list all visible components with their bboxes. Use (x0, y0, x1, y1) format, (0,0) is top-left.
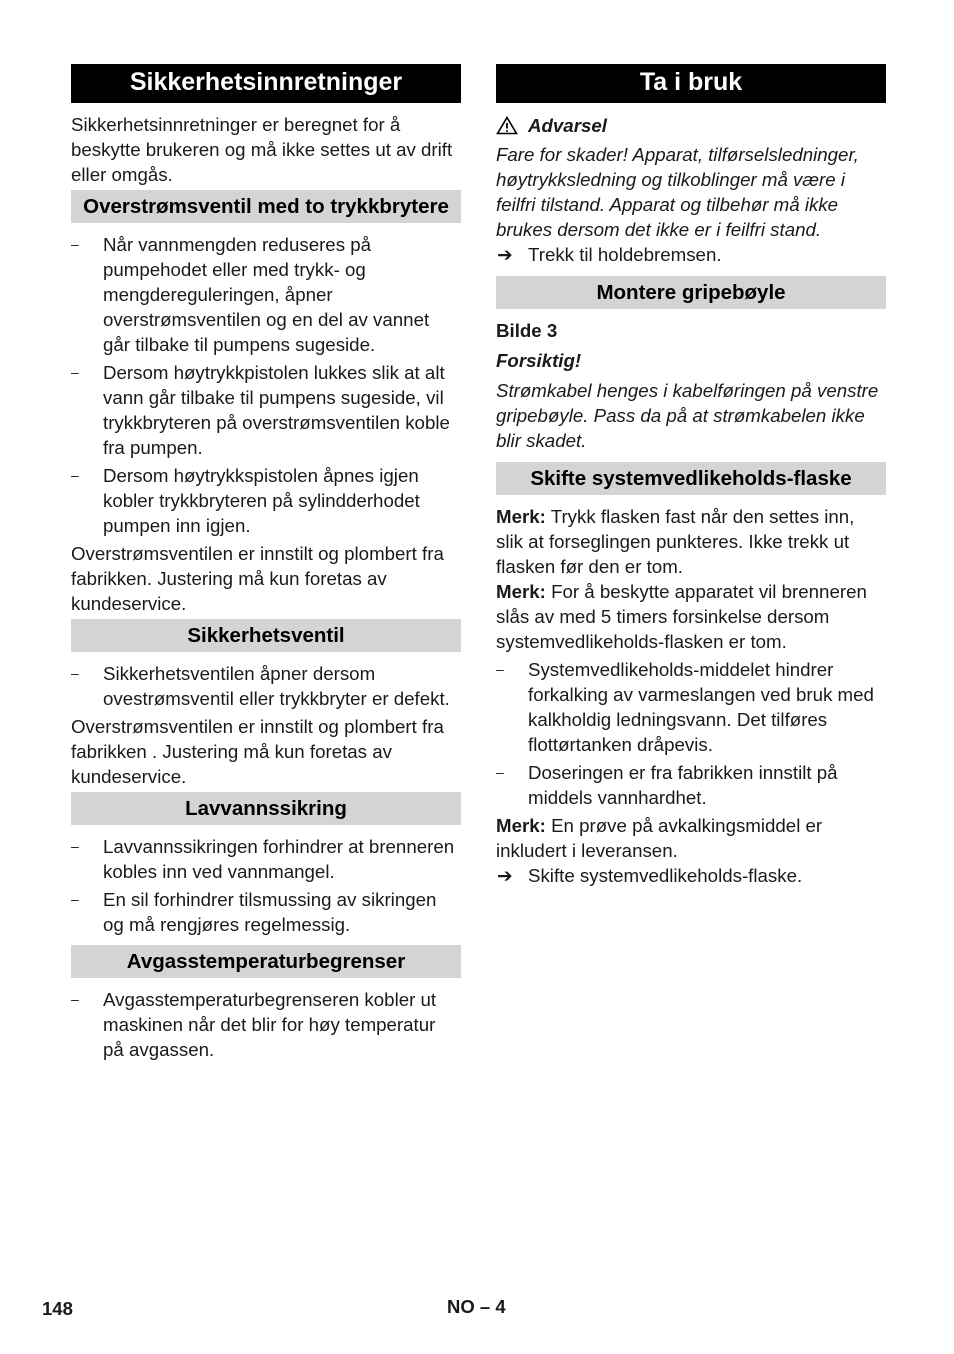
bottle-list (496, 657, 886, 810)
overflow-valve-text: Overstrømsventilen er innstilt og plombert fra fabrikken. Justering må kun foretas av kundeservice. (71, 543, 444, 614)
warning-triangle-icon (496, 116, 518, 135)
safety-valve-text: Overstrømsventilen er innstilt og plombert fra fabrikken . Justering må kun foretas av kundeservice. (71, 716, 444, 787)
list-item: – Avgasstemperaturbegrenseren kobler ut maskinen når det blir for høy temperatur på avgassen. (71, 989, 437, 1060)
list-item: – Dersom høytrykkspistolen åpnes igjen kobler trykkbryteren på sylindderhodet pumpen inn igjen. (71, 465, 420, 536)
caution-text: Strømkabel henges i kabelføringen på venstre gripebøyle. Pass da på at strømkabelen ikke blir skadet. (496, 380, 879, 451)
list-item: – Når vannmengden reduseres på pumpehodet eller med trykk- og mengdereguleringen, åpner overstrømsventilen og en del av vannet går tilbake til pumpens sugeside. (71, 234, 430, 355)
page-number: 148 (42, 1298, 73, 1319)
step-change-bottle: ➔ Skifte systemvedlikeholds-flaske. (497, 865, 803, 886)
arrow-right-icon: ➔ (497, 244, 513, 265)
heading-overflow-valve: Overstrømsventil med to trykkbrytere (71, 190, 461, 223)
arrow-right-icon: ➔ (497, 865, 513, 886)
step-parking-brake: ➔ Trekk til holdebremsen. (497, 244, 722, 265)
heading-mount-handle: Montere gripebøyle (496, 276, 886, 309)
note-2: Merk: For å beskytte apparatet vil brenneren slås av med 5 timers forsinkelse dersom systemvedlikeholds-flasken er tom. (496, 581, 867, 652)
heading-change-bottle: Skifte systemvedlikeholds-flaske (496, 462, 886, 495)
list-item: – Sikkerhetsventilen åpner dersom ovestrømsventil eller trykkbryter er defekt. (71, 663, 450, 709)
safety-intro: Sikkerhetsinnretninger er beregnet for å beskytte brukeren og må ikke settes ut av drift eller omgås. (71, 114, 453, 185)
section-title-startup: Ta i bruk (496, 64, 886, 103)
list-item: – Lavvannssikringen forhindrer at brenneren kobles inn ved vannmangel. (71, 836, 455, 882)
heading-safety-valve: Sikkerhetsventil (71, 619, 461, 652)
list-item: – Dersom høytrykkpistolen lukkes slik at alt vann går tilbake til pumpens sugeside, vil trykkbryteren på overstrømsventilen koble fra pumpen. (71, 362, 450, 458)
figure-reference: Bilde 3 (496, 320, 558, 341)
heading-low-water: Lavvannssikring (71, 792, 461, 825)
exhaust-limiter-list (71, 987, 461, 1062)
language-page-label: NO – 4 (447, 1296, 506, 1317)
note-3: Merk: En prøve på avkalkingsmiddel er inkludert i leveransen. (496, 815, 823, 861)
list-item: – Systemvedlikeholds-middelet hindrer forkalking av varmeslangen ved bruk med kalkholdig ledningsvann. Det tilføres flottørtanken dråpevis. (496, 659, 874, 755)
note-1: Merk: Trykk flasken fast når den settes inn, slik at forseglingen punkteres. Ikke trekk ut flasken før den er tom. (496, 506, 855, 577)
warning-label: Advarsel (496, 113, 886, 138)
left-column (71, 64, 461, 1065)
warning-text: Fare for skader! Apparat, tilførselsledninger, høytrykksledning og tilkoblinger må være i feilfri tilstand. Apparat og tilbehør må ikke brukes dersom det ikke er i feilfri stand. (496, 144, 859, 240)
safety-valve-list (71, 661, 461, 711)
list-item: – Doseringen er fra fabrikken innstilt på middels vannhardhet. (496, 762, 838, 808)
list-item: – En sil forhindrer tilsmussing av sikringen og må rengjøres regelmessig. (71, 889, 437, 935)
low-water-list (71, 834, 461, 937)
heading-exhaust-limiter: Avgasstemperaturbegrenser (71, 945, 461, 978)
overflow-valve-list (71, 232, 461, 538)
right-column (496, 64, 886, 888)
caution-label: Forsiktig! (496, 350, 582, 371)
section-title-safety: Sikkerhetsinnretninger (71, 64, 461, 103)
